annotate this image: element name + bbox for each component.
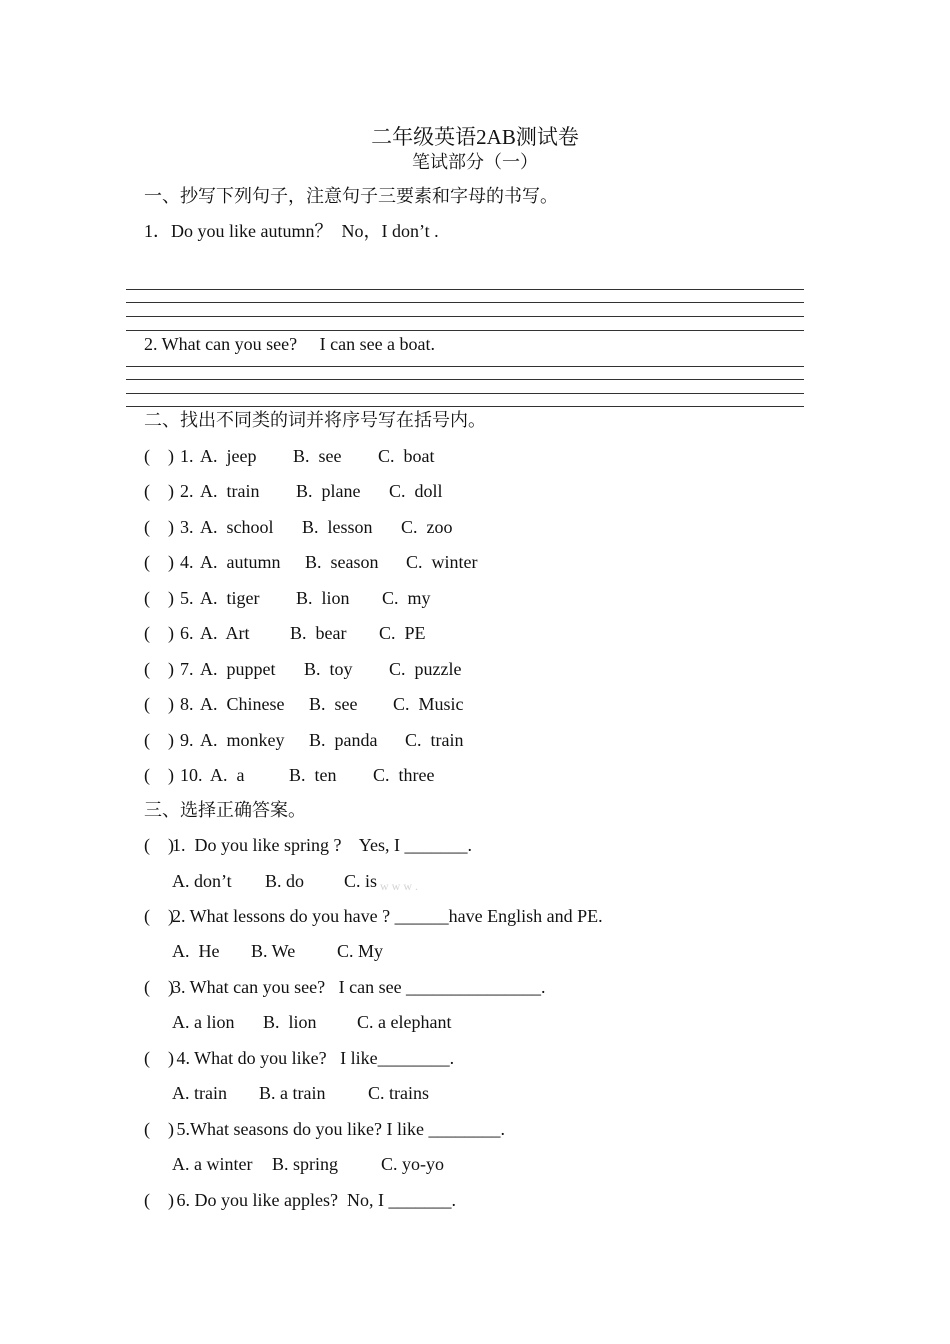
option-b: B. spring [272, 1154, 339, 1174]
answer-bracket[interactable]: ( ) [144, 977, 174, 997]
item-number: 6. [180, 623, 194, 643]
question-text: 6. Do you like apples? No, I _______. [172, 1190, 456, 1210]
option-b: B. lesson [302, 517, 373, 537]
option-c: C. zoo [401, 517, 453, 537]
option-c: C. PE [379, 623, 426, 643]
option-b: B. lion [296, 588, 350, 608]
option-c: C. boat [378, 446, 435, 466]
option-a: A. puppet [200, 659, 276, 679]
option-c: C. my [382, 588, 431, 608]
writing-line [126, 330, 804, 331]
option-a: A. He [172, 941, 220, 961]
option-c: C. Music [393, 694, 464, 714]
question-text: 3. What can you see? I can see _______________. [172, 977, 546, 997]
answer-bracket[interactable]: ( ) [144, 517, 174, 537]
question-text: 2. What lessons do you have ? ______have English and PE. [172, 906, 603, 926]
option-a: A. Chinese [200, 694, 285, 714]
option-a: A. train [200, 481, 260, 501]
option-b: B. ten [289, 765, 337, 785]
writing-line [126, 289, 804, 290]
option-c: C. winter [406, 552, 478, 572]
answer-bracket[interactable]: ( ) [144, 588, 174, 608]
item-number: 5. [180, 588, 194, 608]
exam-title: 二年级英语2AB测试卷 [371, 125, 579, 149]
answer-bracket[interactable]: ( ) [144, 906, 174, 926]
option-b: B. We [251, 941, 296, 961]
option-a: A. jeep [200, 446, 257, 466]
option-a: A. a [210, 765, 245, 785]
option-c: C. trains [368, 1083, 429, 1103]
section2-heading: 二、找出不同类的词并将序号写在括号内。 [144, 410, 486, 430]
section1-question-2: 2. What can you see? I can see a boat. [144, 334, 436, 354]
answer-bracket[interactable]: ( ) [144, 1190, 174, 1210]
option-a: A. monkey [200, 730, 285, 750]
option-b: B. a train [259, 1083, 326, 1103]
option-c: C. yo-yo [381, 1154, 444, 1174]
writing-line [126, 406, 804, 407]
option-a: A. autumn [200, 552, 281, 572]
option-b: B. bear [290, 623, 347, 643]
option-c: C. doll [389, 481, 443, 501]
answer-bracket[interactable]: ( ) [144, 623, 174, 643]
option-b: B. season [305, 552, 379, 572]
option-b: B. toy [304, 659, 353, 679]
option-c: C. My [337, 941, 384, 961]
option-c: C. is [344, 871, 378, 891]
option-a: A. tiger [200, 588, 260, 608]
item-number: 3. [180, 517, 194, 537]
question-text: 4. What do you like? I like________. [172, 1048, 455, 1068]
option-b: B. see [309, 694, 358, 714]
answer-bracket[interactable]: ( ) [144, 659, 174, 679]
question-text: 1. Do you like spring ? Yes, I _______. [172, 835, 472, 855]
item-number: 8. [180, 694, 194, 714]
answer-bracket[interactable]: ( ) [144, 730, 174, 750]
writing-line [126, 379, 804, 380]
option-b: B. lion [263, 1012, 317, 1032]
option-b: B. plane [296, 481, 361, 501]
item-number: 7. [180, 659, 194, 679]
answer-bracket[interactable]: ( ) [144, 1048, 174, 1068]
option-b: B. see [293, 446, 342, 466]
item-number: 2. [180, 481, 194, 501]
option-b: B. do [265, 871, 305, 891]
writing-line [126, 316, 804, 317]
section3-heading: 三、选择正确答案。 [144, 800, 306, 820]
option-c: C. train [405, 730, 464, 750]
option-a: A. school [200, 517, 274, 537]
option-b: B. panda [309, 730, 378, 750]
section1-heading: 一、抄写下列句子，注意句子三要素和字母的书写。 [144, 186, 558, 206]
answer-bracket[interactable]: ( ) [144, 552, 174, 572]
option-a: A. a lion [172, 1012, 235, 1032]
answer-bracket[interactable]: ( ) [144, 694, 174, 714]
writing-line [126, 393, 804, 394]
writing-line [126, 366, 804, 367]
writing-line [126, 302, 804, 303]
section1-question-1: 1．Do you like autumn？ No，I don’t . [144, 221, 439, 241]
item-number: 9. [180, 730, 194, 750]
answer-bracket[interactable]: ( ) [144, 481, 174, 501]
option-a: A. Art [200, 623, 250, 643]
question-text: 5.What seasons do you like? I like ________. [172, 1119, 505, 1139]
option-a: A. a winter [172, 1154, 253, 1174]
exam-subtitle: 笔试部分（一） [412, 152, 538, 172]
option-a: A. don’t [172, 871, 232, 891]
option-c: C. three [373, 765, 435, 785]
watermark-text: w w w . [380, 879, 418, 893]
answer-bracket[interactable]: ( ) [144, 446, 174, 466]
answer-bracket[interactable]: ( ) [144, 1119, 174, 1139]
item-number: 10. [180, 765, 203, 785]
option-a: A. train [172, 1083, 227, 1103]
item-number: 1. [180, 446, 194, 466]
option-c: C. a elephant [357, 1012, 452, 1032]
option-c: C. puzzle [389, 659, 462, 679]
item-number: 4. [180, 552, 194, 572]
answer-bracket[interactable]: ( ) [144, 765, 174, 785]
answer-bracket[interactable]: ( ) [144, 835, 174, 855]
